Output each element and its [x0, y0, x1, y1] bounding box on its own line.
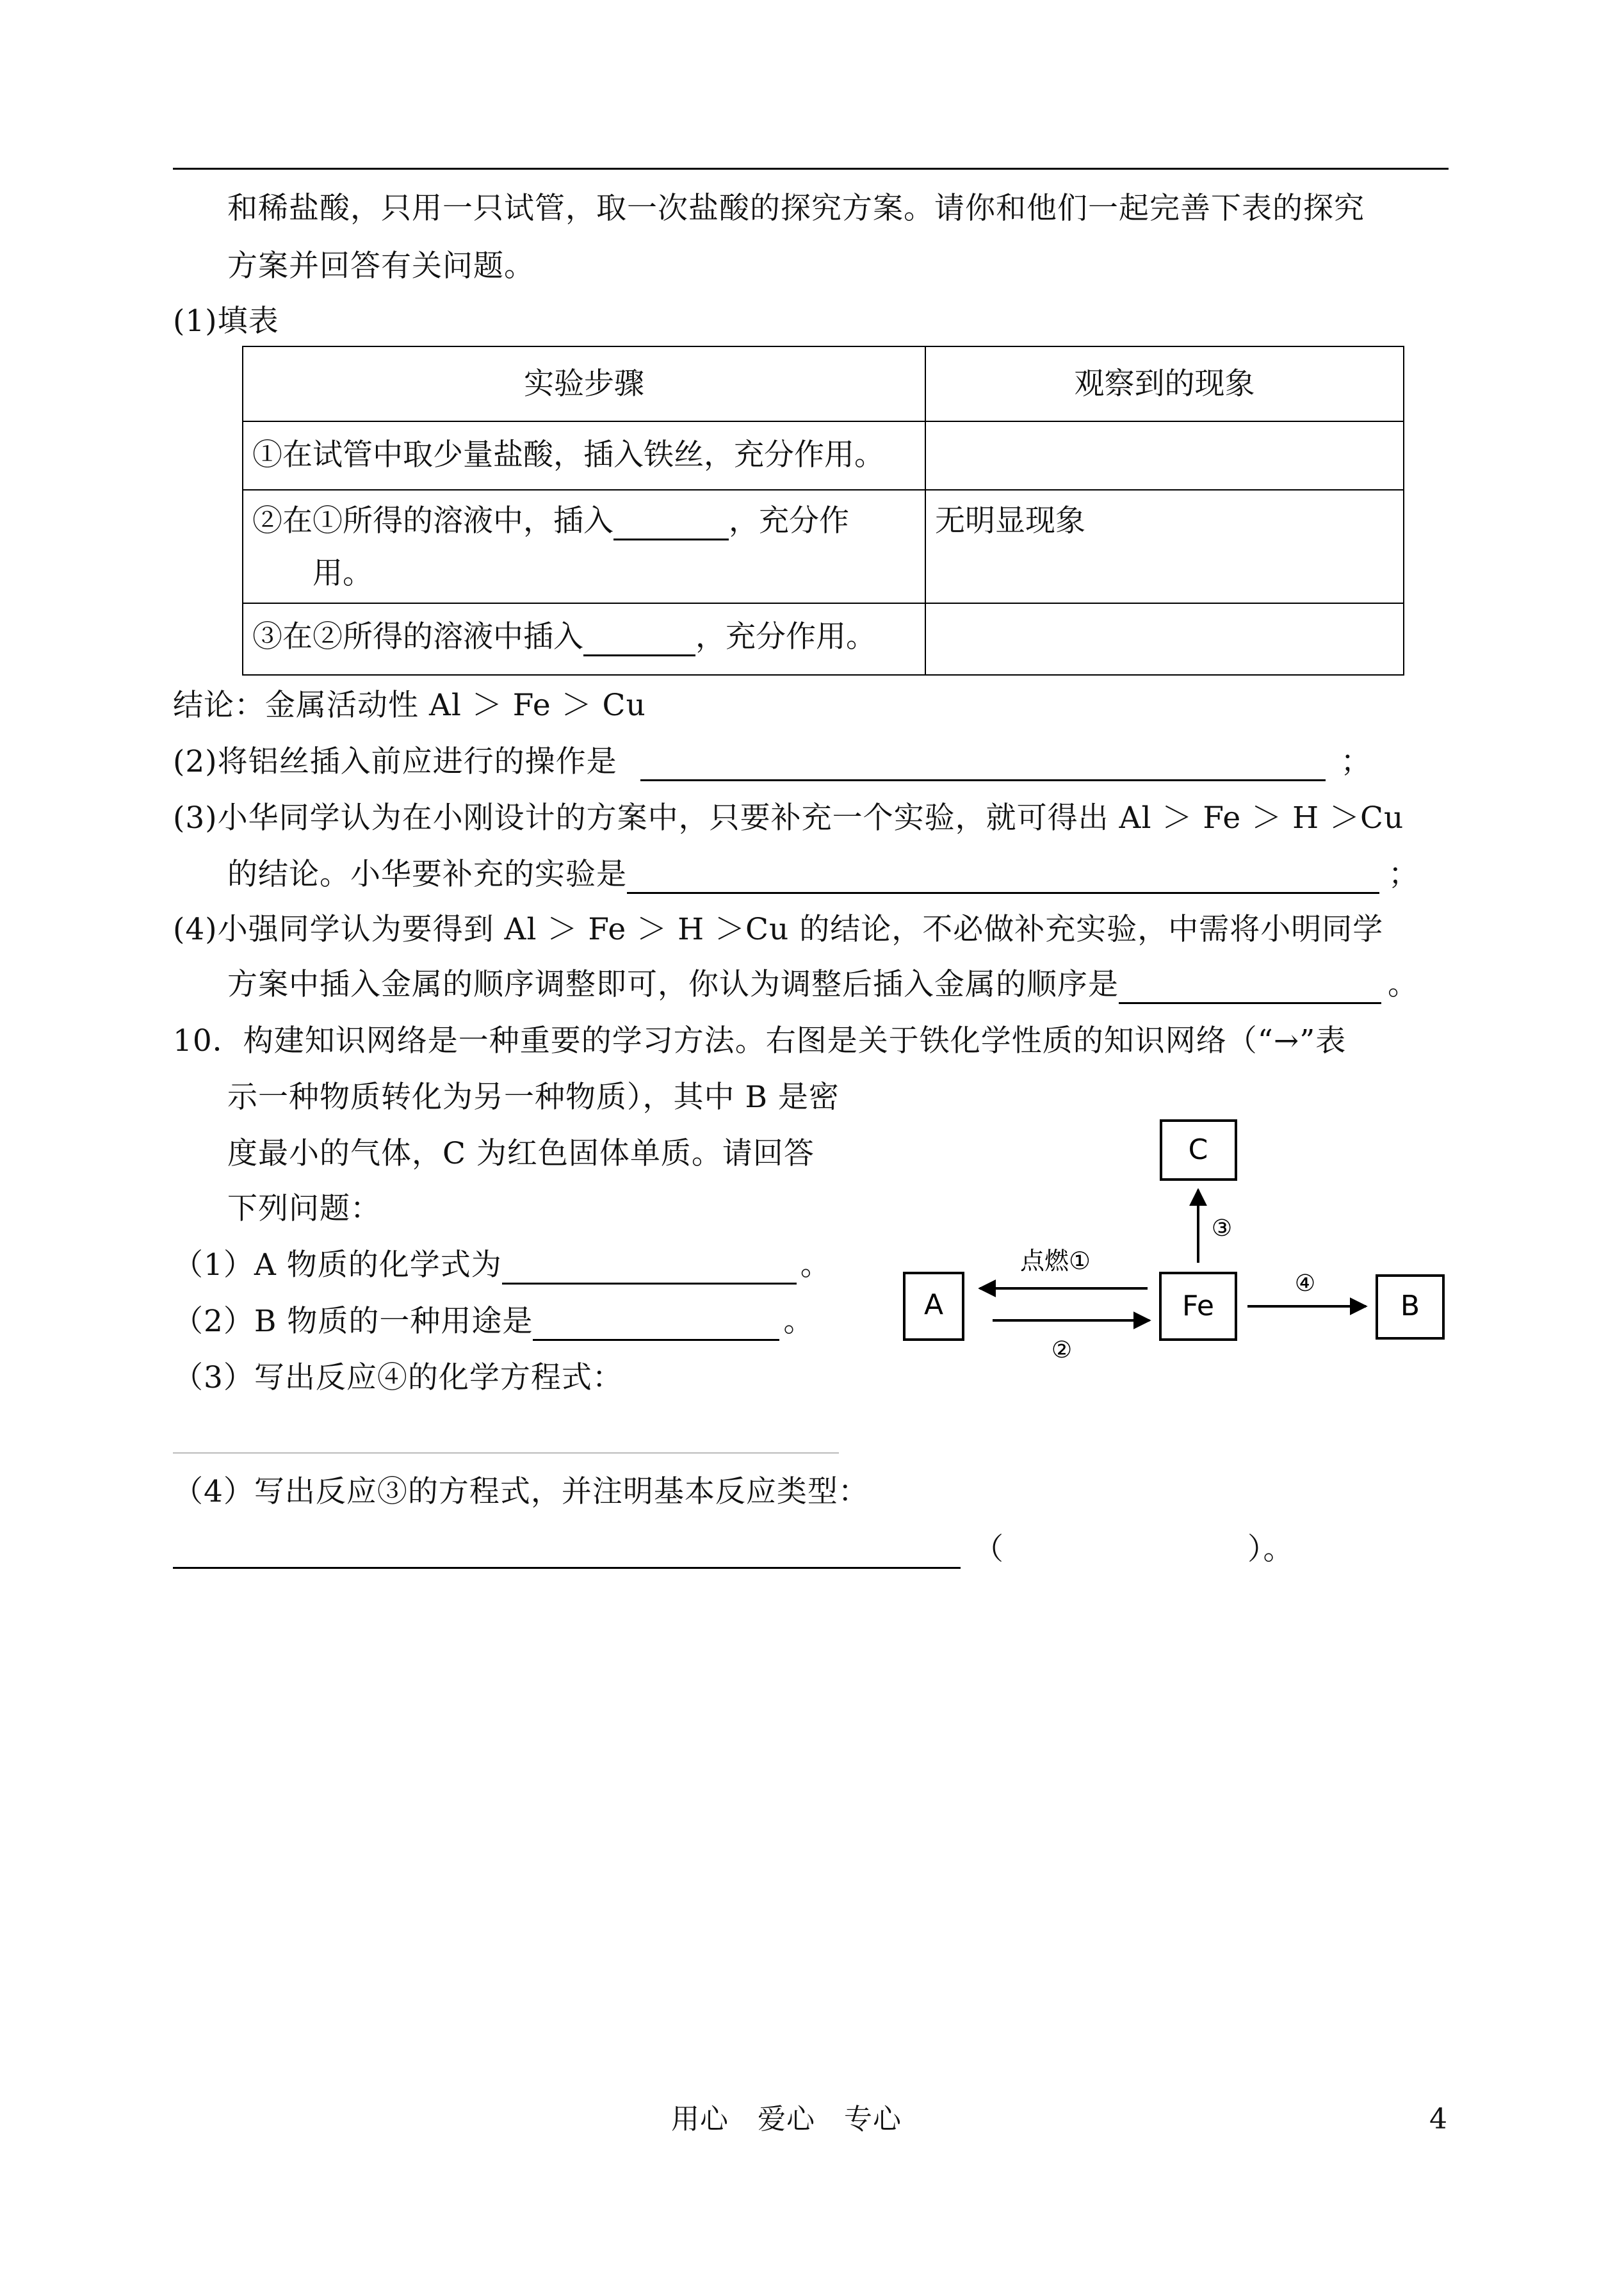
sub-1-end: 。	[800, 1247, 831, 1283]
question-3-line-2	[227, 856, 1419, 894]
label-4: ④	[1294, 1270, 1316, 1297]
observation-cell[interactable]	[925, 603, 1404, 675]
node-fe-label: Fe	[1182, 1290, 1214, 1322]
question-10-sub-2	[173, 1302, 814, 1341]
step-text-cont: 用。	[313, 556, 373, 591]
step-text-mid: ，充分作用。	[695, 619, 876, 654]
paren-open: （	[973, 1532, 1004, 1567]
question-3-line-1: (3)小华同学认为在小刚设计的方案中，只要补充一个实验，就可得出 Al ＞ Fe ＞ H ＞Cu	[173, 800, 1404, 836]
step-cell	[243, 490, 925, 603]
step-text-mid: ，充分作	[729, 503, 849, 539]
answer-blank[interactable]	[533, 1308, 779, 1341]
question-10-line-4: 下列问题：	[227, 1191, 381, 1226]
observation-text: 无明显现象	[935, 503, 1085, 539]
node-fe	[1160, 1273, 1236, 1340]
sub-1-text: （1）A 物质的化学式为	[173, 1247, 502, 1283]
reaction-type-blank[interactable]	[1004, 1536, 1247, 1569]
table-row	[243, 421, 1404, 490]
label-2: ②	[1051, 1337, 1073, 1363]
question-2	[173, 743, 1371, 781]
question-10-line-3: 度最小的气体，C 为红色固体单质。请回答	[227, 1136, 815, 1171]
question-2-end: ；	[1340, 744, 1372, 779]
answer-blank[interactable]	[173, 1536, 961, 1569]
answer-blank[interactable]	[502, 1252, 797, 1285]
header-rule	[173, 168, 1449, 170]
question-2-text: (2)将铝丝插入前应进行的操作是	[173, 744, 617, 779]
step-cell	[243, 421, 925, 490]
question-10-sub-4: （4）写出反应③的方程式，并注明基本反应类型：	[173, 1474, 869, 1509]
question-10-sub-3: （3）写出反应④的化学方程式：	[173, 1360, 623, 1395]
node-b	[1377, 1276, 1443, 1338]
question-4-line-2	[227, 966, 1418, 1004]
answer-blank[interactable]	[583, 624, 695, 656]
conclusion: 结论：金属活动性 Al ＞ Fe ＞ Cu	[173, 688, 646, 723]
table-header-steps: 实验步骤	[243, 346, 925, 421]
question-4-end: 。	[1388, 967, 1418, 1002]
answer-blank[interactable]	[613, 508, 729, 540]
sub-2-text: （2）B 物质的一种用途是	[173, 1304, 533, 1339]
question-10-sub-1	[173, 1246, 831, 1285]
answer-blank[interactable]	[627, 861, 1379, 894]
node-b-label: B	[1400, 1290, 1420, 1322]
iron-knowledge-network-diagram	[897, 1114, 1473, 1370]
observation-cell[interactable]	[925, 490, 1404, 603]
intro-line-2: 方案并回答有关问题。	[227, 248, 535, 284]
question-10-line-2: 示一种物质转化为另一种物质），其中 B 是密	[227, 1080, 840, 1115]
question-10-sub-4-answer	[173, 1530, 1294, 1569]
table-row	[243, 603, 1404, 675]
node-a	[904, 1273, 963, 1340]
table-row	[243, 490, 1404, 603]
node-c-label: C	[1188, 1133, 1208, 1166]
answer-line[interactable]	[173, 1452, 839, 1454]
experiment-table	[242, 346, 1404, 676]
label-1-ignite: 点燃①	[1019, 1247, 1091, 1275]
question-4-line-1: (4)小强同学认为要得到 Al ＞ Fe ＞ H ＞Cu 的结论，不必做补充实验，中需将小明同学	[173, 912, 1384, 947]
label-3: ③	[1211, 1215, 1233, 1242]
page-number: 4	[1429, 2103, 1448, 2136]
question-4-text: 方案中插入金属的顺序调整即可，你认为调整后插入金属的顺序是	[227, 967, 1119, 1002]
answer-blank[interactable]	[1119, 971, 1381, 1004]
node-c	[1161, 1121, 1236, 1180]
question-3-end: ；	[1388, 857, 1419, 892]
question-10-line-1: 10．构建知识网络是一种重要的学习方法。右图是关于铁化学性质的知识网络（“→”表	[173, 1023, 1347, 1058]
table-header-row	[243, 346, 1404, 421]
footer-motto: 用心 爱心 专心	[671, 2103, 902, 2136]
sub-2-end: 。	[783, 1304, 815, 1339]
step-cell	[243, 603, 925, 675]
step-text: ③在②所得的溶液中插入	[252, 619, 583, 654]
node-a-label: A	[923, 1288, 944, 1321]
observation-cell[interactable]	[925, 421, 1404, 490]
intro-line-1: 和稀盐酸，只用一只试管，取一次盐酸的探究方案。请你和他们一起完善下表的探究	[227, 191, 1365, 226]
table-header-observation: 观察到的现象	[925, 346, 1404, 421]
paren-close: ）。	[1247, 1532, 1294, 1567]
step-text: ②在①所得的溶液中，插入	[252, 503, 613, 539]
step-text: ①在试管中取少量盐酸，插入铁丝，充分作用。	[252, 437, 884, 473]
question-3-text: 的结论。小华要补充的实验是	[227, 857, 627, 892]
question-1-label: (1)填表	[173, 304, 279, 339]
answer-blank[interactable]	[640, 749, 1326, 781]
